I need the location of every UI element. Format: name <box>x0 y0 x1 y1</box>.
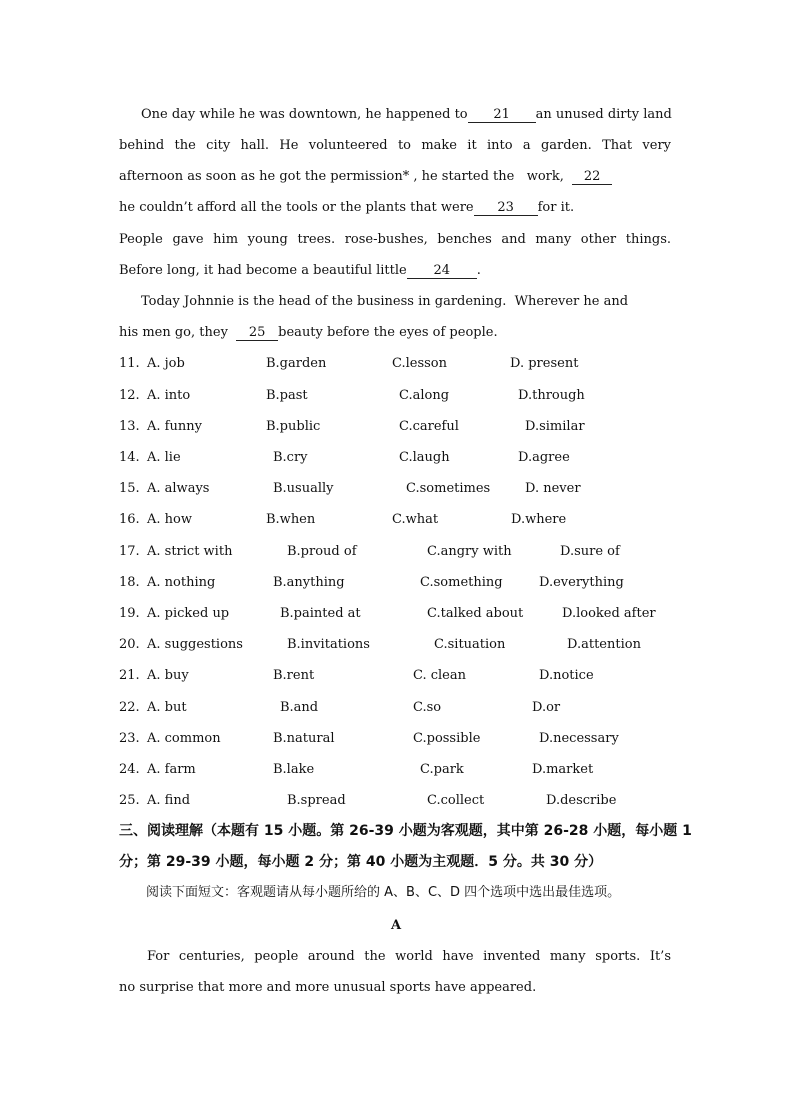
blank-23: 23 <box>474 200 538 216</box>
option-d: D.or <box>532 700 561 715</box>
option-d: D.attention <box>567 637 641 652</box>
blank-21: 21 <box>468 107 536 123</box>
option-d: D.agree <box>518 450 570 465</box>
question-number: 23. <box>119 731 140 746</box>
option-c: C.laugh <box>399 450 450 465</box>
option-b: B.public <box>266 419 321 434</box>
option-a: A. always <box>147 481 210 496</box>
question-number: 17. <box>119 544 140 559</box>
question-number: 13. <box>119 419 140 434</box>
option-d: D. never <box>525 481 581 496</box>
option-d: D. present <box>510 356 579 371</box>
option-b: B.proud of <box>287 544 357 559</box>
option-a: A. but <box>147 700 187 715</box>
option-c: C.park <box>420 762 464 777</box>
question-number: 15. <box>119 481 140 496</box>
question-number: 16. <box>119 512 140 527</box>
blank-22: 22 <box>572 169 612 185</box>
option-d: D.through <box>518 388 585 403</box>
option-d: D.describe <box>546 793 617 808</box>
option-c: C.careful <box>399 419 459 434</box>
option-b: B.lake <box>273 762 315 777</box>
option-a: A. job <box>147 356 185 371</box>
option-a: A. picked up <box>147 606 230 621</box>
option-b: B.garden <box>266 356 327 371</box>
option-c: C.situation <box>434 637 506 652</box>
question-number: 21. <box>119 668 140 683</box>
option-b: B.painted at <box>280 606 361 621</box>
section-heading-line-1: 三、阅读理解（本题有 15 小题。第 26-39 小题为客观题，其中第 26-28 小题，每小题 1 <box>119 823 692 839</box>
passage-line-2: behind the city hall. He volunteered to make it into a garden. That very <box>119 138 671 153</box>
option-c: C.something <box>420 575 503 590</box>
option-c: C.so <box>413 700 442 715</box>
option-b: B.and <box>280 700 319 715</box>
passage-line-4: he couldn’t afford all the tools or the plants that were 23 for it. <box>119 200 575 215</box>
option-a: A. common <box>147 731 221 746</box>
question-number: 11. <box>119 356 140 371</box>
question-number: 12. <box>119 388 140 403</box>
option-d: D.similar <box>525 419 585 434</box>
option-a: A. nothing <box>147 575 216 590</box>
option-a: A. find <box>147 793 191 808</box>
question-number: 25. <box>119 793 140 808</box>
option-c: C.along <box>399 388 450 403</box>
passage-a-line-1: For centuries, people around the world have invented many sports. It’s <box>147 949 671 964</box>
option-c: C.sometimes <box>406 481 491 496</box>
option-b: B.cry <box>273 450 308 465</box>
option-b: B.when <box>266 512 316 527</box>
question-number: 22. <box>119 700 140 715</box>
option-a: A. how <box>147 512 192 527</box>
blank-25: 25 <box>236 325 278 341</box>
option-a: A. farm <box>147 762 196 777</box>
option-d: D.market <box>532 762 594 777</box>
option-b: B.invitations <box>287 637 370 652</box>
option-d: D.sure of <box>560 544 620 559</box>
option-b: B.natural <box>273 731 335 746</box>
option-c: C.lesson <box>392 356 448 371</box>
option-a: A. lie <box>147 450 181 465</box>
option-a: A. into <box>147 388 191 403</box>
option-c: C. clean <box>413 668 467 683</box>
option-b: B.spread <box>287 793 346 808</box>
option-a: A. strict with <box>147 544 233 559</box>
option-c: C.possible <box>413 731 481 746</box>
option-a: A. suggestions <box>147 637 243 652</box>
option-b: B.anything <box>273 575 345 590</box>
question-number: 14. <box>119 450 140 465</box>
blank-24: 24 <box>407 263 477 279</box>
option-b: B.past <box>266 388 308 403</box>
option-d: D.everything <box>539 575 624 590</box>
option-c: C.angry with <box>427 544 512 559</box>
option-d: D.where <box>511 512 567 527</box>
question-number: 19. <box>119 606 140 621</box>
section-heading-line-2: 分；第 29-39 小题，每小题 2 分；第 40 小题为主观题．5 分。共 30 分） <box>119 854 603 870</box>
option-b: B.usually <box>273 481 334 496</box>
passage-line-5: People gave him young trees. rose-bushes, benches and many other things. <box>119 232 671 247</box>
passage-line-8: his men go, they 25 beauty before the eyes of people. <box>119 325 498 340</box>
part-label: A <box>391 918 402 933</box>
passage-line-3: afternoon as soon as he got the permission* , he started the work, 22 <box>119 169 612 185</box>
option-c: C.what <box>392 512 439 527</box>
option-d: D.notice <box>539 668 594 683</box>
section-instruction: 阅读下面短文：客观题请从每小题所给的 A、B、C、D 四个选项中选出最佳选项。 <box>146 885 621 900</box>
passage-a-line-2: no surprise that more and more unusual sports have appeared. <box>119 980 537 995</box>
option-c: C.talked about <box>427 606 524 621</box>
passage-line-6: Before long, it had become a beautiful little 24 . <box>119 263 481 278</box>
option-c: C.collect <box>427 793 485 808</box>
question-number: 24. <box>119 762 140 777</box>
option-d: D.looked after <box>562 606 656 621</box>
passage-line-7: Today Johnnie is the head of the business in gardening. Wherever he and <box>141 294 629 309</box>
option-d: D.necessary <box>539 731 619 746</box>
option-a: A. funny <box>147 419 202 434</box>
option-a: A. buy <box>147 668 189 683</box>
passage-line-1: One day while he was downtown, he happened to 21 an unused dirty land <box>141 107 672 122</box>
question-number: 20. <box>119 637 140 652</box>
option-b: B.rent <box>273 668 315 683</box>
question-number: 18. <box>119 575 140 590</box>
